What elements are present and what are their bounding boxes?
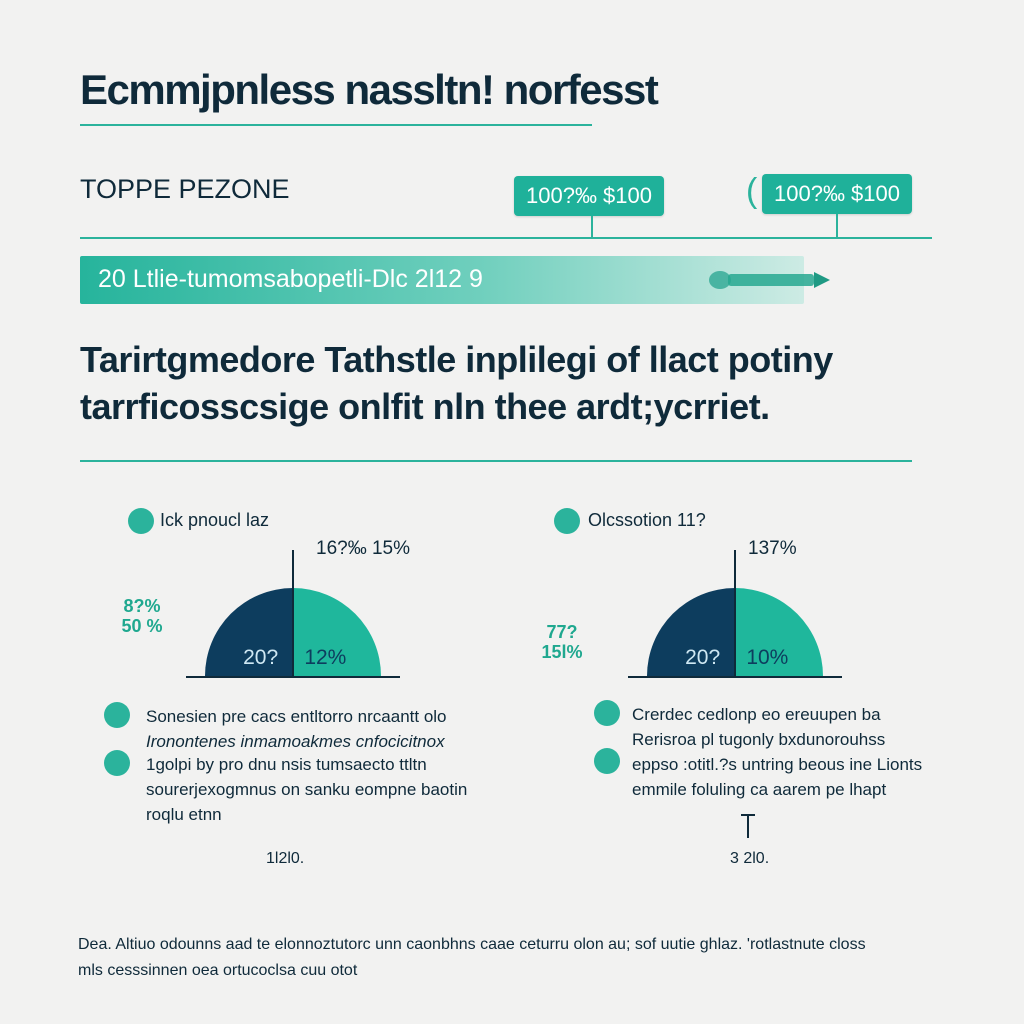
chart-2-footer-value: 3 2l0. [730,850,770,867]
arrow-badge-icon [706,268,834,292]
chart-2-note-2 [632,752,922,802]
chart-2-tick-mark [747,816,749,838]
chart-2-top-label: 137% [748,538,797,559]
section-divider [80,460,912,462]
chart-2-semicircle [628,540,848,690]
chart-2-slice-1-label: 20? [685,646,721,669]
headline-line-1: Tarirtgmedore Tathstle inplilegi of llact potiny [80,339,833,380]
chart-2-note-1-bullet [594,700,620,726]
chart-2-note-1-line-2: Rerisroa pl tugonly bxdunorouhss [632,730,886,749]
chart-1-top-label: 16?‰ 15% [316,538,411,559]
chart-1-note-1-bullet [104,702,130,728]
header-divider [80,237,932,239]
chart-2-slice-2-label: 10% [746,646,789,669]
chart-1-note-2-line-1: 1golpi by pro dnu nsis tumsaecto ttltn [146,755,427,774]
chart-2-note-1 [632,702,885,752]
title-underline [80,124,592,126]
value-tag-1: 100?‰ $100 [514,176,664,216]
tag-2-stem [836,214,838,238]
page-title: Ecmmjpnless nassltn! norfesst [80,66,658,113]
chart-2-note-2-line-1: eppso :otitl.?s untring beous ine Lionts [632,755,923,774]
headline-line-2: tarrficosscsige onlfit nln thee ardt;ycrriet. [80,386,770,427]
value-tag-2: 100?‰ $100 [762,174,912,214]
chart-2-tick-cap [741,814,755,816]
chart-2-note-1-line-1: Crerdec cedlonp eo ereuupen ba [632,705,881,724]
banner-text: 20 Ltlie-tumomsabopetli-Dlc 2l12 9 [98,265,483,293]
chart-2-note-2-bullet [594,748,620,774]
chart-1-slice-1-label: 20? [243,646,279,669]
chart-1-note-1 [146,704,447,754]
banner [80,256,804,304]
footnote-line-1: Dea. Altiuo odounns aad te elonnoztutorc unn caonbhns caae ceturru olon au; sof uutie ghlaz. 'rotlastnute closs [78,936,866,953]
chart-1-note-2-bullet [104,750,130,776]
chart-1-note-1-line-2: Ironontenes inmamoakmes cnfocicitnox [146,732,445,751]
chart-2-note-2-line-2: emmile foluling ca aarem pe lhapt [632,780,887,799]
chart-2-legend-label: Olcssotion 11? [588,510,706,530]
chart-1-side-value-1: 8?% [123,596,161,616]
chart-1-note-1-line-1: Sonesien pre cacs entltorro nrcaantt olo [146,707,447,726]
chart-2-side-value-2: 15l% [541,642,583,662]
chart-1-side-value-2: 50 % [121,616,163,636]
chart-1-semicircle [186,540,406,690]
chart-1-note-2-line-3: roqlu etnn [146,805,222,824]
chart-1-legend-label: Ick pnoucl laz [160,510,270,530]
chart-1-note-2-line-2: sourerjexogmnus on sanku eompne baotin [146,780,468,799]
chart-1-legend-dot [128,508,154,534]
footnote [78,932,958,984]
chart-2-side-value-1: 77? [546,622,578,642]
chart-1-slice-2-label: 12% [304,646,347,669]
tag-1-stem [591,216,593,238]
headline [80,336,940,430]
footnote-line-2: mls cesssinnen oea ortucoclsa cuu otot [78,962,358,979]
chart-2-legend-dot [554,508,580,534]
chart-2-side-values [530,622,594,662]
chart-1-side-values [112,596,172,636]
bracket-glyph: ( [746,172,758,210]
chart-1-note-2 [146,752,467,827]
chart-1-footer-value: 1l2l0. [266,850,305,867]
subheading: TOPPE PEZONE [80,174,290,204]
